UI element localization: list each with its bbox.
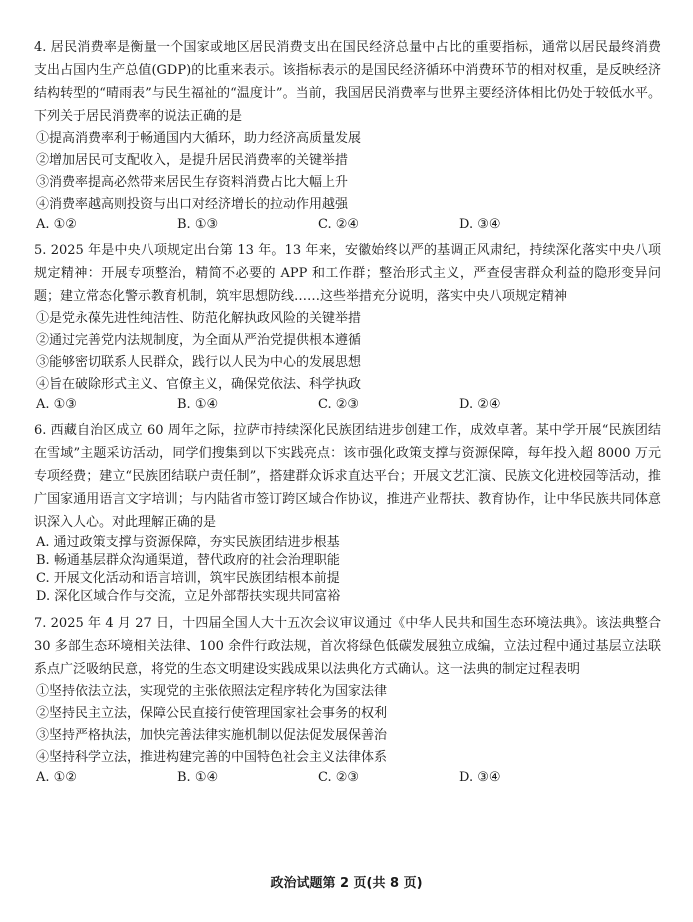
answer-options	[34, 769, 661, 786]
option-c: C. ②④	[318, 217, 360, 232]
answer-options	[34, 396, 661, 413]
statement-3: ③坚持严格执法，加快完善法律实施机制以促法促发展保善治	[36, 728, 388, 743]
statement-4: ④消费率越高则投资与出口对经济增长的拉动作用越强	[36, 197, 349, 212]
option-d: D. ③④	[459, 217, 501, 232]
option-b: B. 畅通基层群众沟通渠道，替代政府的社会治理职能	[36, 553, 340, 568]
page-footer: 政治试题第 2 页(共 8 页)	[270, 876, 423, 891]
statement-4: ④坚持科学立法，推进构建完善的中国特色社会主义法律体系	[36, 750, 388, 765]
statement-2: ②增加居民可支配收入，是提升居民消费率的关键举措	[36, 153, 349, 168]
option-d: D. ②④	[459, 397, 501, 412]
option-b: B. ①③	[177, 217, 219, 232]
option-d: D. 深化区域合作与交流，立足外部帮扶实现共同富裕	[36, 589, 341, 604]
option-a: A. 通过政策支撑与资源保障，夯实民族团结进步根基	[36, 535, 340, 550]
question-stem: 4. 居民消费率是衡量一个国家或地区居民消费支出在国民经济总量中占比的重要指标，通常以居民最终消费支出占国内生产总值(GDP)的比重来表示。该指标表示的是国民经济循环中消费环节的相对权重，是反映经济结构转型的“晴雨表”与民生福祉的“温度计”。当前，我国居民消费率与世界主要经济体相比仍处于较低水平。下列关于居民消费率的说法正确的是	[34, 40, 661, 124]
option-b: B. ①④	[177, 770, 219, 785]
statement-1: ①是党永葆先进性纯洁性、防范化解执政风险的关键举措	[36, 311, 362, 326]
question-stem: 6. 西藏自治区成立 60 周年之际，拉萨市持续深化民族团结进步创建工作，成效卓著。某中学开展“民族团结在雪域”主题采访活动，同学们搜集到以下实践亮点：该市强化政策支撑与资源保障，每年投入超 8000 万元专项经费；建立“民族团结联户责任制”，搭建群众诉求直达平台；开展文艺汇演、民族文化进校园等活动，推广国家通用语言文字培训；与内陆省市签订跨区域合作协议，推进产业帮扶、教育协作，让中华民族共同体意识深入人心。对此理解正确的是	[34, 423, 661, 530]
question-6	[34, 419, 661, 606]
option-c: C. 开展文化活动和语言培训，筑牢民族团结根本前提	[36, 571, 340, 586]
question-stem: 5. 2025 年是中央八项规定出台第 13 年。13 年来，安徽始终以严的基调正风肃纪，持续深化落实中央八项规定精神：开展专项整治，精简不必要的 APP 和工作群；整治形式主义，严查侵害群众利益的隐形变异问题；建立常态化警示教育机制，筑牢思想防线……这些举措充分说明，落实中央八项规定精神	[34, 243, 661, 304]
option-a: A. ①②	[36, 217, 77, 232]
statement-4: ④旨在破除形式主义、官僚主义，确保党依法、科学执政	[36, 377, 362, 392]
option-d: D. ③④	[459, 770, 501, 785]
option-b: B. ①④	[177, 397, 219, 412]
statement-3: ③能够密切联系人民群众，践行以人民为中心的发展思想	[36, 355, 362, 370]
question-stem: 7. 2025 年 4 月 27 日，十四届全国人大十五次会议审议通过《中华人民共和国生态环境法典》。该法典整合 30 多部生态环境相关法律、100 余件行政法规，首次将绿色低碳发展独立成编，立法过程中通过基层立法联系点广泛吸纳民意，将党的生态文明建设实践成果以法典化方式确认。这一法典的制定过程表明	[34, 616, 661, 677]
statement-1: ①坚持依法立法，实现党的主张依照法定程序转化为国家法律	[36, 684, 388, 699]
option-c: C. ②③	[318, 770, 360, 785]
statement-2: ②坚持民主立法，保障公民直接行使管理国家社会事务的权利	[36, 706, 388, 721]
statement-1: ①提高消费率利于畅通国内大循环，助力经济高质量发展	[36, 131, 362, 146]
option-a: A. ①③	[36, 397, 77, 412]
option-a: A. ①②	[36, 770, 77, 785]
question-7	[34, 612, 661, 786]
question-4	[34, 36, 661, 233]
question-5	[34, 239, 661, 413]
answer-options	[34, 534, 661, 606]
statement-3: ③消费率提高必然带来居民生存资料消费占比大幅上升	[36, 175, 349, 190]
answer-options	[34, 216, 661, 233]
statement-2: ②通过完善党内法规制度，为全面从严治党提供根本遵循	[36, 333, 362, 348]
option-c: C. ②③	[318, 397, 360, 412]
